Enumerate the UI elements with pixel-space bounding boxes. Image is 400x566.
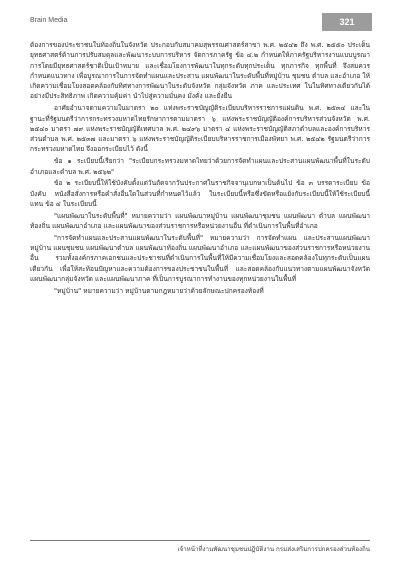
header-brand: Brain Media xyxy=(30,17,68,24)
paragraph: "การจัดทำแผนและประสานแผนพัฒนาในระดับพื้นที่" หมายความว่า การจัดทำแผน และประสานแผนพัฒนาหมู่บ้าน แผนชุมชน แผนพัฒนาตำบล แผนพัฒนาท้องถิ่น แผนพัฒนาอำเภอ และแผนพัฒนาของส่วนราชการหรือหน่วยงานอื่น รวมทั้งองค์กรภาคเอกชนและประชาชนที่ดำเนินการในพื้นที่ให้มีความเชื่อมโยงและสอดคล้องในทุกระดับเป็นแผนเดียวกัน เพื่อให้สะท้อนปัญหาและความต้องการของประชาชนในพื้นที่ และสอดคล้องกับแนวทางตามแผนพัฒนาจังหวัด แผนพัฒนากลุ่มจังหวัด และแผนพัฒนาภาค ที่เป็นการบูรณาการทำงานของทุกหน่วยงานในพื้นที่ xyxy=(30,233,370,284)
paragraph: ต้องการของประชาชนในท้องถิ่นในจังหวัด ประกอบกับสมาคมสุพรรณศาสตร์สาขา พ.ศ. ๒๕๔๒ ถึง พ.ศ. ๒๕๕๐ ประเด็นยุทธศาสตร์ด้านการปรับสมดุลและพัฒนาระบบการบริหาร จัดการภาครัฐ ข้อ ๔.๒ กำหนดให้ภาครัฐบริหารงานแบบบูรณาการโดยมียุทธศาสตร์ชาติเป็นเป้าหมาย และเชื่อมโยงการพัฒนาในทุกระดับทุกประเด็น ทุกภารกิจ ทุกพื้นที่ จึงสมควรกำหนดแนวทาง เพื่อบูรณาการในการจัดทำแผนและประสาน แผนพัฒนาในระดับพื้นที่หมู่บ้าน ชุมชน ตำบล และอำเภอ ให้เกิดความเชื่อมโยงสอดคล้องกับทิศทางการพัฒนาในระดับจังหวัด กลุ่มจังหวัด ภาค และประเทศ ในในทิศทางเดียวกันได้อย่างมีประสิทธิภาพ เกิดความคุ้มค่า นำไปสู่ความมั่นคง มั่งคั่ง และยั่งยืน xyxy=(30,41,370,101)
paragraph: ข้อ ๒ ระเบียบนี้ให้ใช้บังคับตั้งแต่วันถัดจากวันประกาศในราชกิจจานุเบกษาเป็นต้นไป ข้อ ๓ บรรดาระเบียบ ข้อบังคับ หนังสือสั่งการหรือคำสั่งอื่นใดในส่วนที่กำหนดไว้แล้ว ในระเบียบนี้หรือซึ่งขัดหรือแย้งกับระเบียบนี้ให้ใช้ระเบียบนี้แทน ข้อ ๔ ในระเบียบนี้ xyxy=(30,179,370,208)
footer-divider xyxy=(30,540,370,541)
paragraph: "หมู่บ้าน" หมายความว่า หมู่บ้านตามกฎหมายว่าด้วยลักษณะปกครองท้องที่ xyxy=(54,286,264,295)
paragraph: "แผนพัฒนาในระดับพื้นที่" หมายความว่า แผนพัฒนาหมู่บ้าน แผนพัฒนาชุมชน แผนพัฒนา ตำบล แผนพัฒนาท้องถิ่น แผนพัฒนาอำเภอ และแผนพัฒนาของส่วนราชการหรือหน่วยงานอื่น ที่ดำเนินการในพื้นที่อำเภอ xyxy=(30,211,370,231)
document-body xyxy=(30,40,370,298)
page-number: 321 xyxy=(322,13,372,31)
paragraph: อาศัยอำนาจตามความในมาตรา ๒๐ แห่งพระราชบัญญัติระเบียบบริหารราชการแผ่นดิน พ.ศ. ๒๕๓๔ และในฐานะที่รัฐมนตรีว่าการกระทรวงมหาดไทยรักษาการตามมาตรา ๖ แห่งพระราชบัญญัติองค์การบริหารส่วนจังหวัด พ.ศ. ๒๕๔๐ มาตรา ๗๙ แห่งพระราชบัญญัติเทศบาล พ.ศ. ๒๔๙๖ มาตรา ๔ แห่งพระราชบัญญัติสภาตำบลและองค์การบริหารส่วนตำบล พ.ศ. ๒๕๓๗ และมาตรา ๖ แห่งพระราชบัญญัติระเบียบบริหารราชการเมืองพัทยา พ.ศ. ๒๕๔๒ รัฐมนตรีว่าการกระทรวงมหาดไทย จึงออกระเบียบไว้ ดังนี้ xyxy=(30,104,370,154)
footer-text: เจ้าหน้าที่งานพัฒนาชุมชนปฏิบัติงาน กรมส่งเสริมการปกครองส่วนท้องถิ่น xyxy=(177,546,370,553)
paragraph: ข้อ ๑ ระเบียบนี้เรียกว่า "ระเบียบกระทรวงมหาดไทยว่าด้วยการจัดทำแผนและประสานแผนพัฒนาพื้นที่ในระดับอำเภอและตำบล พ.ศ. ๒๕๖๒" xyxy=(30,157,370,176)
